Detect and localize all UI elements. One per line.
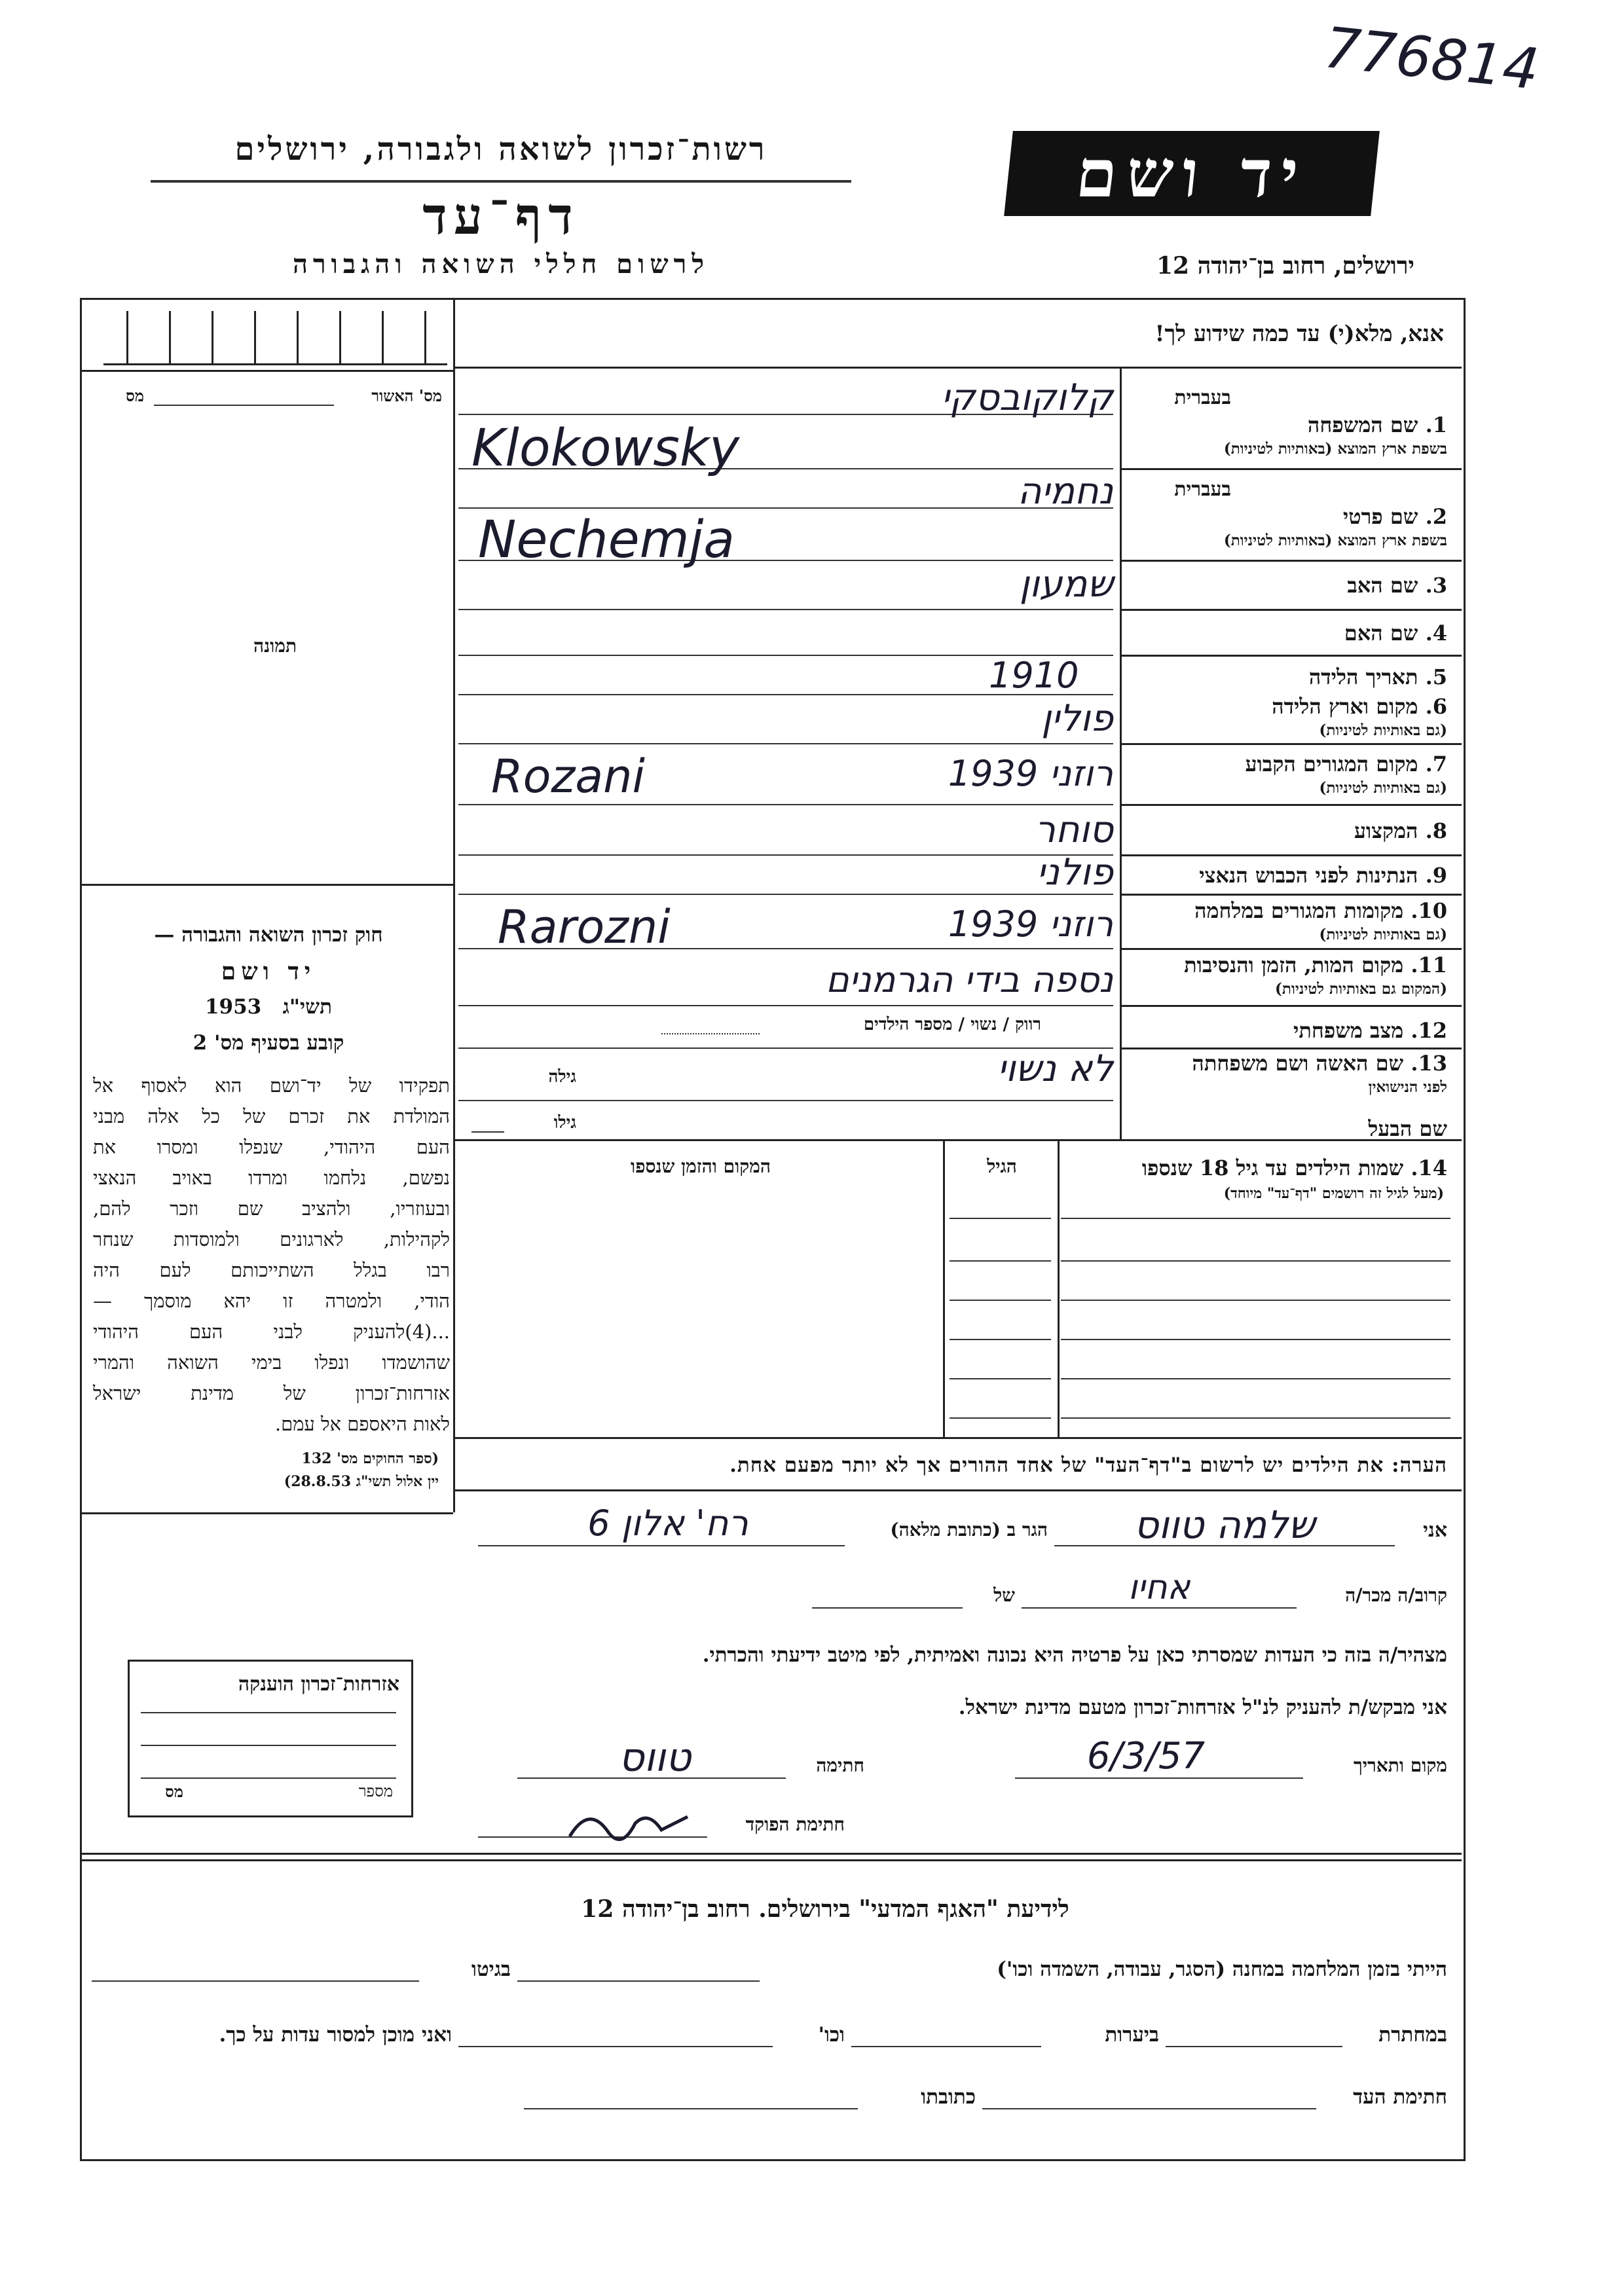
law-line: תפקידו של יד־ושם הוא לאסוף אל — [93, 1074, 450, 1097]
children-row-line[interactable] — [1061, 1300, 1450, 1301]
wife-age-label: גילה — [548, 1067, 576, 1087]
relation-label: קרוב/ה מכר/ה — [1345, 1584, 1447, 1606]
field-5-num: 5. — [1425, 665, 1447, 689]
bottom-divider-2 — [80, 1859, 1462, 1861]
row-divider — [1120, 894, 1462, 896]
field-9-text: הנתינות לפני הכבוש הנאצי — [1199, 863, 1418, 888]
children-col-divider — [943, 1139, 945, 1437]
value-birth-place[interactable]: פולין — [1041, 697, 1113, 740]
value-war-residence-latin[interactable]: Rarozni — [498, 900, 671, 954]
relation-value[interactable]: אחיו — [1128, 1568, 1190, 1607]
law-line: המולדת את זכרם של כל אלה מבני — [93, 1105, 450, 1127]
intro-divider — [453, 367, 1462, 369]
value-nationality[interactable]: פולני — [1036, 851, 1113, 894]
field-3-text: שם האב — [1347, 573, 1418, 598]
field-7-text: מקום המגורים הקבוע — [1245, 752, 1418, 776]
field-2-hint: בשפת ארץ המוצא (באותיות לטיניות) — [1223, 532, 1447, 549]
logo-text: יד ושם — [1072, 135, 1312, 212]
declarant-name[interactable]: שלמה טווס — [1134, 1503, 1316, 1547]
approval-no-suffix: מס — [126, 386, 144, 405]
row-divider — [1120, 948, 1462, 950]
value-wife-name[interactable]: לא נשוי — [997, 1048, 1113, 1090]
children-bottom — [453, 1437, 1462, 1439]
law-title: חוק זכרון השואה והגבורה — — [154, 923, 383, 947]
declarant-prefix: אני — [1423, 1519, 1447, 1542]
camp-line[interactable] — [517, 1980, 760, 1982]
row-divider — [1120, 655, 1462, 657]
field-3-label — [1133, 573, 1447, 598]
bottom-etc: וכו' — [818, 2023, 845, 2047]
field-2-text: שם פרטי — [1342, 504, 1418, 529]
note-divider — [453, 1489, 1462, 1491]
children-row-line[interactable] — [950, 1300, 1051, 1301]
photo-divider — [80, 884, 453, 886]
law-line: לאות היאספם אל עמם. — [274, 1413, 450, 1435]
bottom-testimony: ואני מוכן למסור עדות על כך. — [219, 2023, 452, 2047]
hebrew-tag-1: בעברית — [1174, 386, 1231, 409]
left-bottom-divider — [80, 1512, 453, 1514]
field-13-hint: לפני הנישואין — [1368, 1078, 1447, 1096]
law-year-row — [98, 995, 439, 1019]
row-divider — [1120, 743, 1462, 745]
underground-line[interactable] — [1166, 2046, 1342, 2047]
signature-label: חתימה — [816, 1755, 864, 1776]
memorial-box-no-label: מספר — [358, 1782, 393, 1800]
bottom-forests: ביערות — [1105, 2023, 1159, 2047]
memorial-box-line — [141, 1745, 396, 1746]
row-divider — [1120, 854, 1462, 856]
etc-line[interactable] — [458, 2046, 773, 2047]
signature-value[interactable]: טווס — [618, 1735, 692, 1781]
field-2-label — [1133, 504, 1447, 529]
children-row-line[interactable] — [1061, 1260, 1450, 1262]
yad-vashem-logo — [1004, 131, 1380, 216]
field-10-hint: (גם באותיות לטיניות) — [1319, 926, 1447, 943]
value-residence-latin[interactable]: Rozani — [491, 750, 645, 803]
field-9-num: 9. — [1425, 863, 1447, 888]
field-3-num: 3. — [1425, 573, 1447, 598]
value-residence-hebrew[interactable]: רוזני 1939 — [948, 753, 1113, 794]
law-reference-date: יין אלול תשי"ג 28.8.53) — [284, 1473, 439, 1490]
declarant-lives-label: הגר ב (כתובת מלאה) — [890, 1519, 1048, 1540]
field-2-num: 2. — [1425, 504, 1447, 529]
bottom-witness-address: כתובתו — [921, 2085, 976, 2109]
value-line — [458, 894, 1113, 895]
field-13-label — [1133, 1051, 1447, 1076]
authority-underline — [151, 180, 851, 183]
authority-name: רשות־זכרון לשואה ולגבורה, ירושלים — [234, 131, 767, 168]
law-name: יד ושם — [221, 958, 316, 985]
field-11-label — [1133, 953, 1447, 977]
left-top-divider — [80, 370, 453, 372]
form-title: דף־עד — [422, 187, 580, 246]
label-column-border — [1120, 367, 1122, 1139]
field-9-label — [1133, 863, 1447, 888]
row-divider — [1120, 804, 1462, 806]
field-4-label — [1133, 621, 1447, 646]
of-label: של — [993, 1584, 1015, 1606]
law-line: ובעוזריו, ולהציב שם וזכר להם, — [93, 1197, 450, 1220]
witness-address-line[interactable] — [524, 2108, 858, 2109]
archive-number: 776814 — [1321, 15, 1542, 103]
field-1-text: שם המשפחה — [1307, 412, 1418, 437]
field-11-hint: (המקום גם באותיות לטיניות) — [1275, 980, 1447, 998]
request-text: אני מבקש/ת להעניק לנ"ל אזרחות־זכרון מטעם מדינת ישראל. — [958, 1696, 1447, 1719]
law-year: 1953 — [204, 995, 262, 1019]
declarant-address[interactable]: רח' אלון 6 — [587, 1503, 748, 1544]
of-line[interactable] — [812, 1607, 963, 1609]
law-text — [93, 1070, 450, 1440]
children-row-line[interactable] — [1061, 1218, 1450, 1219]
field-14-text: שמות הילדים עד גיל 18 שנספו — [1141, 1156, 1404, 1180]
value-surname-latin[interactable]: Klokowsky — [471, 419, 740, 478]
marital-status-line[interactable] — [661, 1033, 760, 1034]
value-birth-date[interactable]: 1910 — [989, 655, 1079, 696]
field-13-num: 13. — [1411, 1051, 1447, 1076]
ghetto-line[interactable] — [92, 1980, 419, 1982]
memorial-box-title: אזרחות־זכרון הוענקה — [238, 1673, 399, 1696]
children-row-line[interactable] — [1061, 1339, 1450, 1340]
husband-age-line[interactable] — [471, 1131, 504, 1133]
value-firstname-hebrew[interactable]: נחמיה — [1017, 470, 1113, 513]
left-column-border — [453, 298, 455, 1440]
value-line — [458, 1100, 1113, 1101]
field-5-label — [1133, 665, 1447, 689]
husband-label: שם הבעל — [1368, 1116, 1447, 1141]
children-row-line[interactable] — [950, 1260, 1051, 1262]
memorial-box-no-suffix: מס — [165, 1782, 183, 1801]
bottom-line1-end: בגיטו — [471, 1958, 511, 1981]
field-8-num: 8. — [1425, 818, 1447, 843]
law-line: לקהילות, לארגונים ולמוסדות שנחר — [93, 1228, 450, 1250]
value-profession[interactable]: סוחר — [1035, 809, 1113, 851]
memorial-box-line — [141, 1777, 396, 1779]
children-row-line[interactable] — [950, 1339, 1051, 1340]
field-12-label — [1133, 1018, 1447, 1043]
value-line — [458, 743, 1113, 744]
children-row-line[interactable] — [950, 1218, 1051, 1219]
field-8-label — [1133, 818, 1447, 843]
address: ירושלים, רחוב בן־יהודה 12 — [1156, 252, 1414, 280]
memorial-box-line — [141, 1712, 396, 1713]
field-8-text: המקצוע — [1354, 818, 1418, 843]
value-firstname-latin[interactable]: Nechemja — [478, 511, 735, 570]
field-4-num: 4. — [1425, 621, 1447, 646]
row-divider — [1120, 468, 1462, 470]
field-7-hint: (גם באותיות לטיניות) — [1319, 779, 1447, 797]
bottom-line1: הייתי בזמן המלחמה במחנה (הסגר, עבודה, השמדה וכו') — [997, 1958, 1447, 1981]
children-col-place: המקום והזמן שנספו — [631, 1156, 771, 1177]
husband-age-label: גילו — [553, 1113, 576, 1133]
children-note: הערה: את הילדים יש לרשום ב"דף־העד" של אחד ההורים אך לא יותר מפעם אחת. — [729, 1453, 1447, 1477]
hebrew-tag-2: בעברית — [1174, 478, 1231, 501]
field-7-label — [1133, 752, 1447, 776]
field-14-label — [1067, 1156, 1447, 1180]
children-row-line[interactable] — [1061, 1417, 1450, 1419]
law-line: העם היהודי, שנפלו ומסרו את — [93, 1136, 450, 1158]
field-1-hint: בשפת ארץ המוצא (באותיות לטיניות) — [1223, 440, 1447, 458]
form-subtitle: לרשום חללי השואה והגבורה — [292, 249, 710, 280]
row-divider — [1120, 609, 1462, 611]
forests-line[interactable] — [851, 2046, 1041, 2047]
place-date-line[interactable] — [1015, 1777, 1303, 1779]
field-4-text: שם האם — [1344, 621, 1418, 646]
value-surname-hebrew[interactable]: קלוקובסקי — [941, 376, 1113, 419]
left-bottom-border — [453, 1440, 455, 1512]
law-line: נפשם, נלחמו ומרדו באויב הנאצי — [93, 1167, 450, 1189]
law-line: שהושמדו ונפלו בימי השואה והמרי — [93, 1351, 450, 1374]
value-line — [458, 804, 1113, 805]
field-6-text: מקום וארץ הלידה — [1272, 694, 1418, 719]
value-line — [458, 609, 1113, 610]
field-14-num: 14. — [1411, 1156, 1447, 1180]
field-6-label — [1133, 694, 1447, 719]
approval-no-label: מס' האשור — [371, 386, 442, 405]
field-14-hint: (מעל לגיל זה רושמים "דף־עד" מיוחד) — [1223, 1185, 1444, 1202]
row-divider — [1120, 560, 1462, 562]
intro-text: אנא, מלא(י) עד כמה שידוע לך! — [1154, 321, 1444, 347]
field-5-text: תאריך הלידה — [1308, 665, 1418, 689]
field-6-hint: (גם באותיות לטיניות) — [1319, 721, 1447, 739]
field-10-num: 10. — [1411, 898, 1447, 923]
field-11-text: מקום המות, הזמן והנסיבות — [1184, 953, 1404, 977]
bottom-divider — [80, 1853, 1462, 1855]
field-12-num: 12. — [1411, 1018, 1447, 1043]
value-war-residence-hebrew[interactable]: רוזני 1939 — [948, 903, 1113, 945]
children-col-divider — [1058, 1139, 1060, 1437]
declaration-text: מצהיר/ה בזה כי העדות שמסרתי כאן על פרטיה היא נכונה ואמיתית, לפי מיטב ידיעתי והכרתי. — [702, 1643, 1447, 1667]
field-11-num: 11. — [1411, 953, 1447, 977]
official-signature-label: חתימת הפוקד — [745, 1813, 845, 1835]
photo-placeholder: תמונה — [253, 635, 297, 657]
row-divider — [1120, 1005, 1462, 1007]
children-row-line[interactable] — [950, 1378, 1051, 1379]
place-date-label: מקום ותאריך — [1353, 1755, 1447, 1776]
place-date-value[interactable]: 6/3/57 — [1086, 1735, 1206, 1777]
relation-line[interactable] — [1022, 1607, 1297, 1609]
bottom-title: לידיעת "האגף המדעי" בירושלים. רחוב בן־יהודה 12 — [581, 1895, 1069, 1923]
value-line — [458, 1005, 1113, 1006]
row-divider — [453, 1139, 1462, 1141]
law-section: קובע בסעיף מס' 2 — [193, 1031, 344, 1055]
children-col-age: הגיל — [987, 1156, 1017, 1177]
field-1-label — [1133, 412, 1447, 437]
witness-signature-line[interactable] — [982, 2108, 1316, 2109]
approval-no-line[interactable] — [154, 405, 334, 406]
value-father-name[interactable]: שמעון — [1019, 563, 1113, 606]
field-10-label — [1133, 898, 1447, 923]
bottom-witness-sig: חתימת העד — [1353, 2085, 1447, 2109]
field-6-num: 6. — [1425, 694, 1447, 719]
field-10-text: מקומות המגורים במלחמה — [1194, 898, 1404, 923]
field-13-text: שם האשה ושם משפחתה — [1192, 1051, 1404, 1076]
official-signature-scribble — [563, 1797, 694, 1856]
law-line: אזרחות־זכרון של מדינת ישראל — [93, 1382, 450, 1404]
declarant-address-line[interactable] — [478, 1545, 845, 1546]
law-line: הודי, ולמטרה זו יהא מוסמך — — [93, 1290, 450, 1312]
bottom-underground: במחתרת — [1378, 2023, 1447, 2047]
value-death-circumstances[interactable]: נספה בידי הגרמנים — [825, 959, 1113, 1000]
field-1-num: 1. — [1425, 412, 1447, 437]
field-7-num: 7. — [1425, 752, 1447, 776]
law-line: ...(4)להעניק לבני העם היהודי — [93, 1321, 450, 1343]
value-marital-status: רווק / נשוי / מספר הילדים — [863, 1015, 1041, 1034]
law-year-heb: תשי"ג — [282, 995, 333, 1019]
children-row-line[interactable] — [1061, 1378, 1450, 1379]
field-12-text: מצב משפחתי — [1293, 1018, 1404, 1043]
row-divider — [1120, 1048, 1462, 1049]
approval-number-boxes — [103, 311, 447, 365]
children-row-line[interactable] — [950, 1417, 1051, 1419]
law-line: רבו בגלל השתייכותם לעם היה — [93, 1259, 450, 1281]
law-reference: (ספר החוקים מס' 132 — [301, 1450, 439, 1467]
